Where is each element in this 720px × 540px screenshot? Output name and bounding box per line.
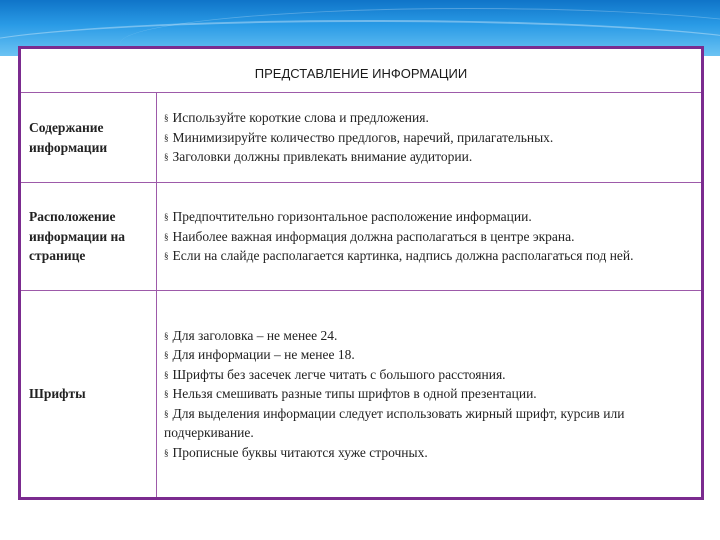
bullet-icon: § (164, 350, 169, 361)
info-table (18, 46, 704, 500)
bullet-icon: § (164, 330, 169, 341)
bullet-icon: § (164, 251, 169, 262)
bullet-icon: § (164, 369, 169, 380)
row-content (158, 291, 701, 497)
bullet-icon: § (164, 152, 169, 163)
row-label: Шрифты (21, 291, 157, 497)
list-item: § Шрифты без засечек легче читать с большого расстояния. (164, 366, 506, 382)
list-item: § Предпочтительно горизонтальное расположение информации. (164, 209, 532, 225)
table-row-content (21, 93, 701, 183)
bullet-icon: § (164, 132, 169, 143)
bullet-icon: § (164, 447, 169, 458)
bullet-icon: § (164, 389, 169, 400)
bullet-icon: § (164, 408, 169, 419)
list-item: § Если на слайде располагается картинка, надпись должна располагаться под ней. (164, 248, 634, 264)
list-item: § Наиболее важная информация должна располагаться в центре экрана. (164, 228, 575, 244)
row-label: Расположение информации на странице (21, 183, 157, 290)
list-item: § Минимизируйте количество предлогов, наречий, прилагательных. (164, 129, 554, 145)
list-item: § Прописные буквы читаются хуже строчных. (164, 444, 428, 460)
table-title: ПРЕДСТАВЛЕНИЕ ИНФОРМАЦИИ (21, 49, 701, 93)
table-row-layout (21, 183, 701, 291)
list-item: § Нельзя смешивать разные типы шрифтов в одной презентации. (164, 386, 537, 402)
list-item: § Для выделения информации следует использовать жирный шрифт, курсив или подчеркивание. (164, 405, 625, 441)
row-content (158, 93, 701, 182)
row-content (158, 183, 701, 290)
table-row-fonts (21, 291, 701, 497)
list-item: § Заголовки должны привлекать внимание аудитории. (164, 149, 473, 165)
bullet-icon: § (164, 231, 169, 242)
list-item: § Используйте короткие слова и предложения. (164, 110, 429, 126)
bullet-icon: § (164, 212, 169, 223)
list-item: § Для заголовка – не менее 24. (164, 327, 338, 343)
bullet-icon: § (164, 113, 169, 124)
row-label: Содержание информации (21, 93, 157, 182)
list-item: § Для информации – не менее 18. (164, 347, 355, 363)
